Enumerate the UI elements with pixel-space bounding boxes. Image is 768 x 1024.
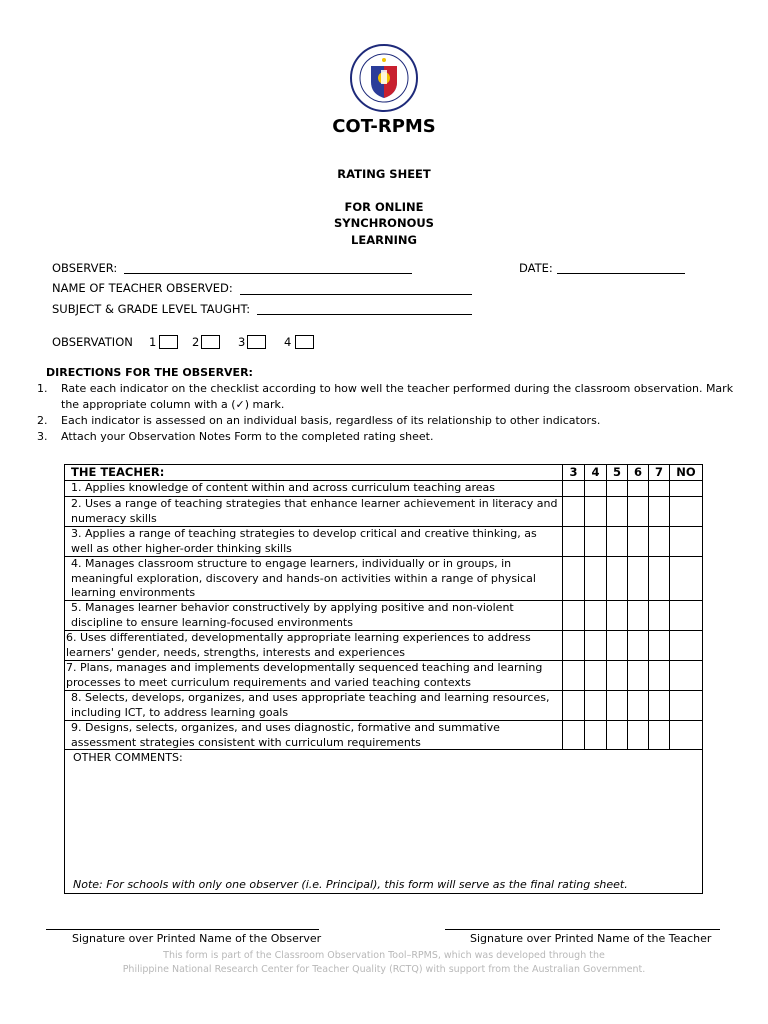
observation-label: OBSERVATION <box>52 335 133 349</box>
rating-cell[interactable] <box>607 721 628 749</box>
table-header-row <box>65 465 702 481</box>
teacher-field[interactable] <box>240 294 472 295</box>
rating-cell[interactable] <box>628 721 649 749</box>
rating-cell[interactable] <box>649 691 670 720</box>
observation-checkbox-1[interactable] <box>159 335 178 349</box>
rating-cell[interactable] <box>563 661 585 690</box>
rating-cell[interactable] <box>563 721 585 749</box>
observation-checkbox-4[interactable] <box>295 335 314 349</box>
table-row <box>65 481 702 497</box>
table-row <box>65 691 702 721</box>
rating-cell[interactable] <box>628 691 649 720</box>
column-header-5: 5 <box>607 465 628 480</box>
observation-checkbox-2[interactable] <box>201 335 220 349</box>
rating-cell[interactable] <box>607 631 628 660</box>
rating-cell[interactable] <box>649 497 670 526</box>
observer-signature-line[interactable] <box>46 929 319 930</box>
footer-line-1: This form is part of the Classroom Observation Tool–RPMS, which was developed through the <box>163 950 605 961</box>
subtitle-line-3: LEARNING <box>351 233 417 247</box>
rating-cell[interactable] <box>649 721 670 749</box>
table-row <box>65 601 702 631</box>
rating-cell[interactable] <box>607 691 628 720</box>
observation-number-2: 2 <box>192 335 200 349</box>
rating-cell[interactable] <box>585 481 607 496</box>
subtitle-line-2: SYNCHRONOUS <box>334 216 434 230</box>
rating-cell[interactable] <box>585 527 607 556</box>
final-rating-note: Note: For schools with only one observer (i.e. Principal), this form will serve as the final rating sheet. <box>73 878 628 891</box>
rating-cell[interactable] <box>585 557 607 600</box>
rating-cell[interactable] <box>670 631 702 660</box>
rating-cell[interactable] <box>563 527 585 556</box>
rating-cell[interactable] <box>585 631 607 660</box>
subject-field[interactable] <box>257 314 472 315</box>
column-header-6: 6 <box>628 465 649 480</box>
rating-cell[interactable] <box>628 497 649 526</box>
rating-cell[interactable] <box>585 601 607 630</box>
rating-cell[interactable] <box>628 527 649 556</box>
indicator-8: 8. Selects, develops, organizes, and uses appropriate teaching and learning resources, including ICT, to address learning goals <box>65 691 563 720</box>
indicator-3: 3. Applies a range of teaching strategies to develop critical and creative thinking, as well as other higher-order thinking skills <box>65 527 563 556</box>
other-comments-label: OTHER COMMENTS: <box>73 751 183 764</box>
rating-cell[interactable] <box>607 601 628 630</box>
teacher-signature-label: Signature over Printed Name of the Teacher <box>470 932 712 945</box>
page-title: COT-RPMS <box>332 116 436 137</box>
observer-label: OBSERVER: <box>52 261 118 275</box>
rating-cell[interactable] <box>649 557 670 600</box>
rating-cell[interactable] <box>607 481 628 496</box>
date-label: DATE: <box>519 261 553 275</box>
indicator-2: 2. Uses a range of teaching strategies that enhance learner achievement in literacy and numeracy skills <box>65 497 563 526</box>
observation-number-4: 4 <box>284 335 292 349</box>
table-row <box>65 527 702 557</box>
table-row <box>65 661 702 691</box>
indicator-1: 1. Applies knowledge of content within and across curriculum teaching areas <box>65 481 563 496</box>
rating-cell[interactable] <box>607 527 628 556</box>
rating-cell[interactable] <box>607 661 628 690</box>
table-row <box>65 631 702 661</box>
rating-cell[interactable] <box>649 527 670 556</box>
footer-line-2: Philippine National Research Center for Teacher Quality (RCTQ) with support from the Australian Government. <box>122 964 646 975</box>
rating-cell[interactable] <box>670 527 702 556</box>
rating-cell[interactable] <box>563 557 585 600</box>
rating-cell[interactable] <box>649 601 670 630</box>
rating-cell[interactable] <box>563 497 585 526</box>
rating-sheet-subtitle: RATING SHEET <box>337 167 431 181</box>
rating-cell[interactable] <box>670 691 702 720</box>
rating-cell[interactable] <box>607 557 628 600</box>
column-header-3: 3 <box>563 465 585 480</box>
rating-cell[interactable] <box>607 497 628 526</box>
rating-cell[interactable] <box>563 631 585 660</box>
rating-cell[interactable] <box>628 601 649 630</box>
table-row <box>65 497 702 527</box>
date-field[interactable] <box>557 273 685 274</box>
indicator-9: 9. Designs, selects, organizes, and uses diagnostic, formative and summative assessment strategies consistent with curriculum requirements <box>65 721 563 749</box>
observation-number-3: 3 <box>238 335 246 349</box>
rating-cell[interactable] <box>649 661 670 690</box>
observer-signature-label: Signature over Printed Name of the Observer <box>72 932 322 945</box>
deped-seal-logo <box>347 44 421 112</box>
indicator-4: 4. Manages classroom structure to engage learners, individually or in groups, in meaningful exploration, discovery and hands-on activities within a range of physical learning environments <box>65 557 563 600</box>
rating-cell[interactable] <box>585 691 607 720</box>
indicator-7: 7. Plans, manages and implements developmentally sequenced teaching and learning processes to meet curriculum requirements and varied teaching contexts <box>65 661 563 690</box>
rating-cell[interactable] <box>670 481 702 496</box>
observation-number-1: 1 <box>149 335 157 349</box>
rating-cell[interactable] <box>670 601 702 630</box>
indicator-5: 5. Manages learner behavior constructively by applying positive and non-violent discipline to ensure learning-focused environments <box>65 601 563 630</box>
rating-cell[interactable] <box>649 631 670 660</box>
rating-cell[interactable] <box>628 481 649 496</box>
table-row <box>65 557 702 601</box>
rating-cell[interactable] <box>628 557 649 600</box>
rating-cell[interactable] <box>563 601 585 630</box>
rating-cell[interactable] <box>628 661 649 690</box>
teacher-label: NAME OF TEACHER OBSERVED: <box>52 281 233 295</box>
rating-table <box>64 464 703 894</box>
column-header-7: 7 <box>649 465 670 480</box>
other-comments-area[interactable] <box>65 750 702 893</box>
column-header-4: 4 <box>585 465 607 480</box>
rating-cell[interactable] <box>670 557 702 600</box>
column-header-no: NO <box>676 465 696 479</box>
observer-field[interactable] <box>124 273 412 274</box>
observation-checkbox-3[interactable] <box>247 335 266 349</box>
rating-cell[interactable] <box>585 721 607 749</box>
teacher-heading: THE TEACHER: <box>65 465 563 480</box>
table-row <box>65 721 702 750</box>
rating-cell[interactable] <box>670 661 702 690</box>
rating-cell[interactable] <box>628 631 649 660</box>
rating-cell[interactable] <box>670 721 702 749</box>
rating-cell[interactable] <box>670 497 702 526</box>
rating-cell[interactable] <box>585 497 607 526</box>
subject-label: SUBJECT & GRADE LEVEL TAUGHT: <box>52 302 251 316</box>
teacher-signature-line[interactable] <box>445 929 720 930</box>
rating-cell[interactable] <box>563 481 585 496</box>
rating-cell[interactable] <box>563 691 585 720</box>
subtitle-line-1: FOR ONLINE <box>344 200 424 214</box>
rating-cell[interactable] <box>585 661 607 690</box>
rating-cell[interactable] <box>649 481 670 496</box>
directions-heading: DIRECTIONS FOR THE OBSERVER: <box>46 366 253 379</box>
indicator-6: 6. Uses differentiated, developmentally appropriate learning experiences to address learners' gender, needs, strengths, interests and experiences <box>65 631 563 660</box>
